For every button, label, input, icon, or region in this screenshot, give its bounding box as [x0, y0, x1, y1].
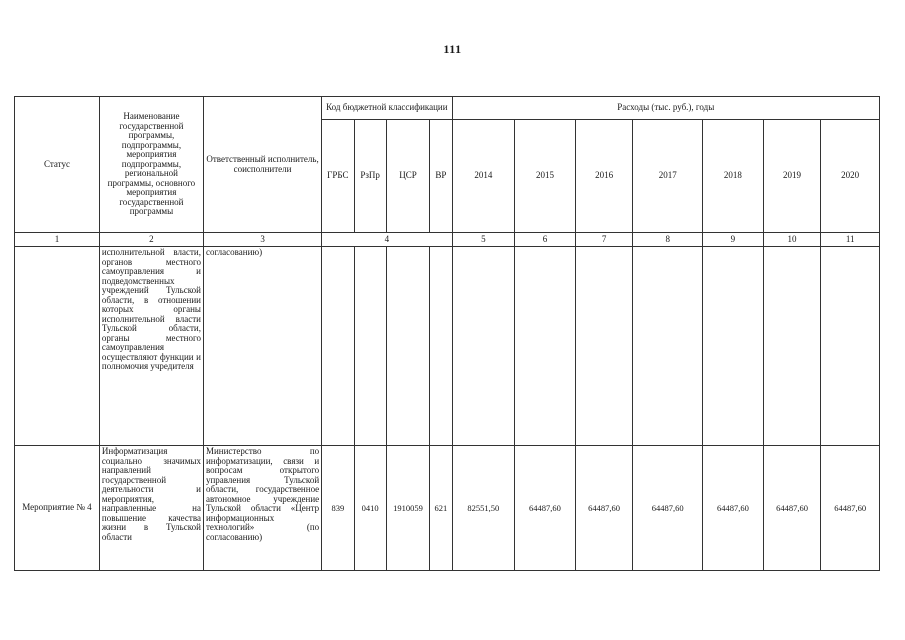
header-row-1	[15, 97, 880, 120]
header-year-2017: 2017	[633, 120, 703, 233]
budget-table	[14, 96, 880, 571]
program-name-cell: Информатизация социально значимых направлений государственной деятельности и мероприятия, направленные на повышение качества жизни в Тульской области	[99, 446, 203, 571]
table-row	[15, 247, 880, 446]
header-grbs: ГРБС	[322, 120, 354, 233]
column-index-row	[15, 233, 880, 247]
header-csr: ЦСР	[386, 120, 429, 233]
page-number: 111	[443, 42, 462, 56]
header-rzpr: РзПр	[354, 120, 386, 233]
header-budget-code: Код бюджетной классификации	[322, 97, 452, 120]
amount-2014-cell: 82551,50	[452, 446, 515, 571]
header-expenses: Расходы (тыс. руб.), годы	[452, 97, 880, 120]
executor-cell: Министерство по информатизации, связи и вопросам открытого управления Тульской области, государственное автономное учреждение Тульской области «Центр информационных технологий» (по согласованию)	[203, 446, 321, 571]
header-program-name: Наименование государственной программы, подпрограммы, мероприятия подпрограммы, региональной программы, основного мероприятия государственной программы	[99, 97, 203, 233]
table-row	[15, 446, 880, 571]
vr-cell: 621	[430, 446, 452, 571]
grbs-cell: 839	[322, 446, 354, 571]
index-cell: 5	[452, 233, 515, 247]
index-cell: 4	[322, 233, 452, 247]
index-cell: 7	[575, 233, 633, 247]
status-cell	[15, 247, 100, 446]
rzpr-cell: 0410	[354, 446, 386, 571]
header-year-2014: 2014	[452, 120, 515, 233]
header-year-2018: 2018	[703, 120, 764, 233]
index-cell: 9	[703, 233, 764, 247]
index-cell: 6	[515, 233, 576, 247]
csr-cell: 1910059	[386, 446, 429, 571]
index-cell: 3	[203, 233, 321, 247]
header-year-2020: 2020	[821, 120, 880, 233]
header-year-2016: 2016	[575, 120, 633, 233]
header-vr: ВР	[430, 120, 452, 233]
amount-2015-cell: 64487,60	[515, 446, 576, 571]
index-cell: 8	[633, 233, 703, 247]
amount-2020-cell: 64487,60	[821, 446, 880, 571]
header-year-2015: 2015	[515, 120, 576, 233]
amount-2018-cell: 64487,60	[703, 446, 764, 571]
executor-cell: согласованию)	[203, 247, 321, 446]
status-cell: Мероприятие № 4	[15, 446, 100, 571]
index-cell: 1	[15, 233, 100, 247]
index-cell: 10	[763, 233, 821, 247]
program-name-cell: исполнительной власти, органов местного самоуправления и подведомственных учреждений Тульской области, в отношении которых органы исполнительной власти Тульской области, органы местного самоуправления осуществляют функции и полномочия учредителя	[99, 247, 203, 446]
index-cell: 11	[821, 233, 880, 247]
amount-2019-cell: 64487,60	[763, 446, 821, 571]
header-year-2019: 2019	[763, 120, 821, 233]
index-cell: 2	[99, 233, 203, 247]
amount-2017-cell: 64487,60	[633, 446, 703, 571]
header-executor: Ответственный исполнитель, соисполнители	[203, 97, 321, 233]
header-status: Статус	[15, 97, 100, 233]
amount-2016-cell: 64487,60	[575, 446, 633, 571]
